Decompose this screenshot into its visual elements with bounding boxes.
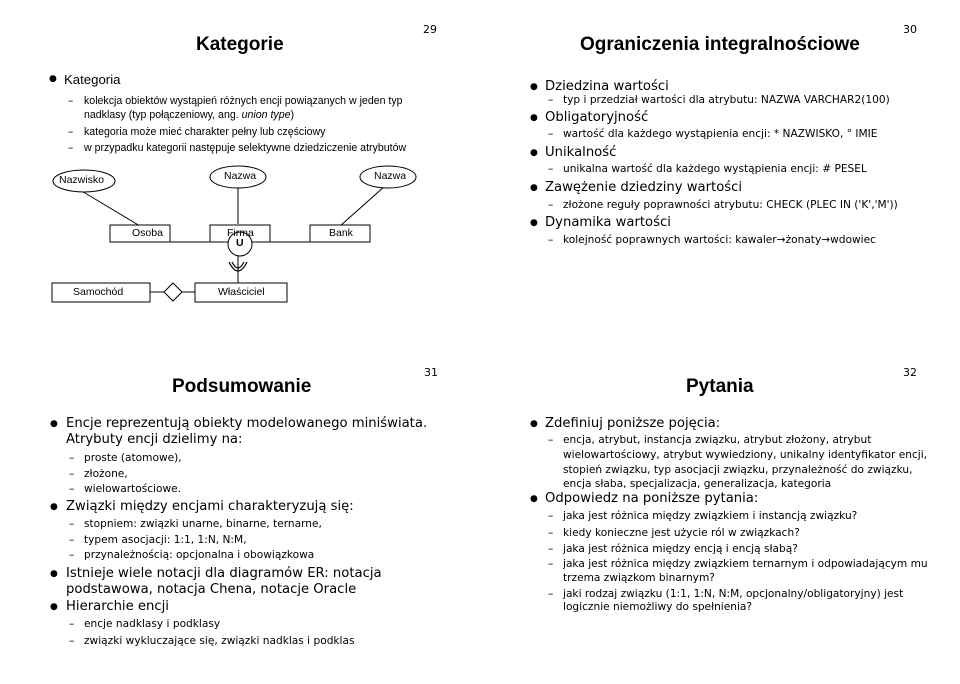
sub-stopniem: stopniem: związki unarne, binarne, ternarne, [84, 518, 322, 530]
dash-icon: – [548, 199, 554, 211]
entity-firma-label: Firma [227, 227, 254, 239]
sub-przynaleznoscia: przynależnością: opcjonalna i obowiązkowa [84, 549, 315, 561]
slide-30-page-number: 30 [903, 23, 917, 36]
dash-icon: – [69, 468, 75, 480]
sub-proste: proste (atomowe), [84, 452, 182, 464]
question-2: kiedy konieczne jest użycie ról w związkach? [563, 527, 800, 539]
dash-icon: – [548, 234, 554, 246]
dynamika-text-a: kolejność poprawnych wartości: kawaler [563, 234, 777, 246]
union-type-term: union type [241, 109, 291, 121]
arrow-right-icon: → [776, 234, 786, 246]
bullet-obligatoryjnosc: Obligatoryjność [545, 110, 649, 125]
dash-icon: – [69, 518, 75, 530]
bullet-hierarchie: Hierarchie encji [66, 599, 169, 614]
sub-zlozone: złożone, [84, 468, 128, 480]
dynamika-text-c: wdowiec [830, 234, 876, 246]
question-5-line2: logicznie niemożliwy do spełnienia? [563, 601, 753, 613]
bullet-icon: ● [50, 419, 58, 429]
bullet-icon: ● [530, 419, 538, 429]
question-3: jaka jest różnica między encją i encją słabą? [563, 543, 798, 555]
sub-typem: typem asocjacji: 1:1, 1:N, N:M, [84, 534, 247, 546]
dash-icon: – [548, 510, 554, 522]
bullet-icon: ● [49, 74, 57, 84]
bullet-icon: ● [530, 494, 538, 504]
arrow-right-icon: → [821, 234, 831, 246]
dash-icon: – [68, 142, 74, 154]
slide-31-page-number: 31 [424, 366, 438, 379]
edge-nazwisko-osoba [80, 190, 140, 226]
question-4-line1: jaka jest różnica między związkiem ternarnym i odpowiadającym mu [563, 558, 928, 570]
bullet-encje-line1: Encje reprezentują obiekty modelowanego miniświata. [66, 416, 428, 431]
dash-icon: – [69, 618, 75, 630]
bullet-dynamika: Dynamika wartości [545, 215, 671, 230]
dash-icon: – [548, 128, 554, 140]
dash-icon: – [69, 635, 75, 647]
dynamika-text-b: żonaty [785, 234, 822, 246]
sub-kolekcja-line1: kolekcja obiektów wystąpień różnych encji powiązanych w jeden typ [84, 95, 403, 107]
dash-icon: – [548, 94, 554, 106]
sub-pojecia-line3: stopień związku, typ asocjacji związku, przynależność do związku, [563, 464, 913, 476]
bullet-icon: ● [530, 218, 538, 228]
slide-29-page-number: 29 [423, 23, 437, 36]
bullet-zawezenie: Zawężenie dziedziny wartości [545, 180, 743, 195]
edge-nazwa-bank [340, 186, 385, 226]
dash-icon: – [69, 549, 75, 561]
question-5-line1: jaki rodzaj związku (1:1, 1:N, N:M, opcjonalny/obligatoryjny) jest [563, 588, 904, 600]
sub-pojecia-line4: encja słaba, specjalizacja, generalizacja, kategoria [563, 478, 832, 490]
sub-kategoria-charakter: kategoria może mieć charakter pełny lub częściowy [84, 126, 326, 138]
sub-obligatoryjnosc: wartość dla każdego wystąpienia encji: * NAZWISKO, ° IMIE [563, 128, 878, 140]
dash-icon: – [548, 434, 554, 446]
sub-kolekcja-close: ) [290, 109, 295, 121]
attr-nazwa-bank-label: Nazwa [374, 170, 407, 182]
bullet-kategoria: Kategoria [64, 72, 121, 87]
sub-kolekcja-text: nadklasy (typ połączeniowy, ang. [84, 109, 242, 121]
bullet-icon: ● [50, 569, 58, 579]
sub-dziedzina: typ i przedział wartości dla atrybutu: NAZWA VARCHAR2(100) [563, 94, 890, 106]
bullet-icon: ● [530, 183, 538, 193]
bullet-dziedzina: Dziedzina wartości [545, 79, 669, 94]
sub-wielowartosciowe: wielowartościowe. [84, 483, 182, 495]
union-symbol-label: U [236, 237, 244, 249]
dash-icon: – [69, 534, 75, 546]
dash-icon: – [548, 558, 554, 570]
bullet-icon: ● [530, 82, 538, 92]
dash-icon: – [548, 588, 554, 600]
question-4-line2: trzema związkom binarnym? [563, 572, 715, 584]
dash-icon: – [548, 163, 554, 175]
attr-nazwa-firma-label: Nazwa [224, 170, 257, 182]
sub-unikalnosc: unikalna wartość dla każdego wystąpienia encji: # PESEL [563, 163, 867, 175]
sub-dziedziczenie: w przypadku kategorii następuje selektywne dziedziczenie atrybutów [84, 142, 407, 154]
bullet-notacje-line2: podstawowa, notacja Chena, notacje Oracle [66, 582, 357, 597]
dash-icon: – [68, 126, 74, 138]
bullet-icon: ● [530, 113, 538, 123]
dash-icon: – [548, 543, 554, 555]
slide-30-title: Ograniczenia integralnościowe [580, 34, 860, 55]
bullet-odpowiedz: Odpowiedz na poniższe pytania: [545, 491, 759, 506]
bullet-encje-line2: Atrybuty encji dzielimy na: [66, 432, 243, 447]
bullet-notacje-line1: Istnieje wiele notacji dla diagramów ER: notacja [66, 566, 382, 581]
bullet-icon: ● [50, 602, 58, 612]
attr-nazwisko-label: Nazwisko [59, 174, 104, 186]
relationship-diamond [164, 283, 182, 301]
entity-samochod-label: Samochód [73, 286, 124, 298]
sub-pojecia-line1: encja, atrybut, instancja związku, atrybut złożony, atrybut [563, 434, 872, 446]
entity-wlasciciel-label: Właściciel [218, 286, 265, 298]
dash-icon: – [69, 452, 75, 464]
bullet-icon: ● [530, 148, 538, 158]
dash-icon: – [69, 483, 75, 495]
bullet-zwiazki: Związki między encjami charakteryzują się: [66, 499, 354, 514]
bullet-icon: ● [50, 502, 58, 512]
sub-dynamika [563, 234, 876, 246]
question-1: jaka jest różnica między związkiem i instancją związku? [563, 510, 858, 522]
sub-nadklasy: encje nadklasy i podklasy [84, 618, 221, 630]
entity-bank-label: Bank [329, 227, 353, 239]
bullet-zdefiniuj: Zdefiniuj poniższe pojęcia: [545, 416, 721, 431]
slide-32-title: Pytania [686, 376, 754, 397]
dash-icon: – [68, 95, 74, 107]
bullet-unikalnosc: Unikalność [545, 145, 617, 160]
slide-31-title: Podsumowanie [172, 376, 312, 397]
sub-wykluczajace: związki wykluczające się, związki nadklas i podklas [84, 635, 355, 647]
slide-32-page-number: 32 [903, 366, 917, 379]
sub-zawezenie: złożone reguły poprawności atrybutu: CHECK (PLEC IN ('K','M')) [563, 199, 898, 211]
entity-osoba-label: Osoba [132, 227, 163, 239]
dash-icon: – [548, 527, 554, 539]
slide-29-title: Kategorie [196, 34, 284, 55]
sub-pojecia-line2: wielowartościowy, atrybut wywiedziony, unikalny identyfikator encji, [563, 449, 928, 461]
